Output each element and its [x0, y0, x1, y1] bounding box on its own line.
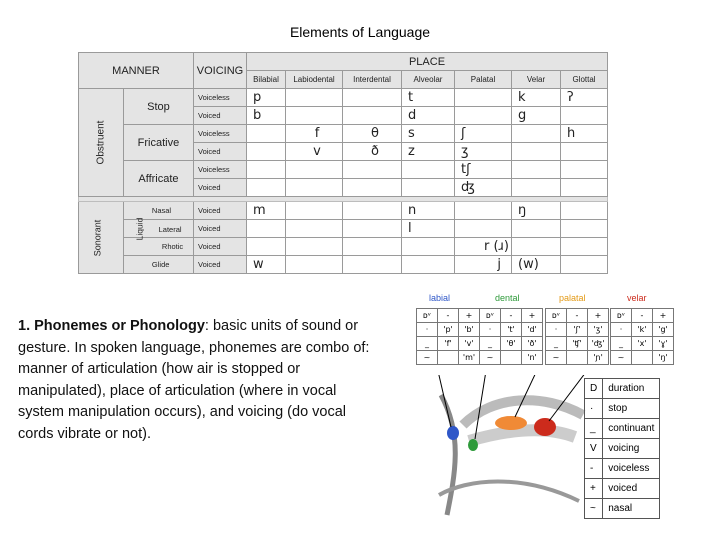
palatal-marker: [495, 416, 527, 430]
phoneme-cell: ʒ: [455, 143, 512, 161]
voicing-label: Voiced: [194, 143, 247, 161]
labial-cell: 'b': [459, 323, 480, 337]
place-header: PLACE: [247, 53, 608, 71]
phoneme-cell: v: [286, 143, 343, 161]
voicing-label: Voiced: [194, 220, 247, 238]
phoneme-cell: z: [402, 143, 455, 161]
palatal-cell: 'ʧ': [567, 337, 588, 351]
phoneme-cell: ð: [343, 143, 402, 161]
place-bilabial: Bilabial: [247, 71, 286, 89]
phoneme-cell: w: [247, 256, 286, 274]
phoneme-cell: (w): [512, 256, 561, 274]
legend-text: continuant: [603, 419, 660, 439]
legend-symbol: V: [585, 439, 603, 459]
place-palatal: Palatal: [455, 71, 512, 89]
phoneme-cell: s: [402, 125, 455, 143]
legend-table: [584, 378, 660, 519]
velar-cell: 'k': [632, 323, 653, 337]
obstruent-label: Obstruent: [79, 89, 124, 197]
page-title: Elements of Language: [289, 24, 431, 40]
place-labiodental: Labiodental: [286, 71, 343, 89]
dental-cell: 't': [501, 323, 522, 337]
phoneme-cell: g: [512, 107, 561, 125]
phoneme-cell: ʤ: [455, 179, 512, 197]
voicing-label: Voiceless: [194, 161, 247, 179]
legend-symbol: D: [585, 379, 603, 399]
velar-cell: 'ɣ': [653, 337, 674, 351]
dental-cell: 'θ': [501, 337, 522, 351]
velar-cell: 'g': [653, 323, 674, 337]
phoneme-cell: m: [247, 202, 286, 220]
phoneme-cell: h: [561, 125, 608, 143]
palatal-cell: 'ʃ': [567, 323, 588, 337]
phoneme-cell: k: [512, 89, 561, 107]
legend-symbol: ~: [585, 499, 603, 519]
voicing-label: Voiced: [194, 238, 247, 256]
labial-cell: 'p': [438, 323, 459, 337]
legend-text: stop: [603, 399, 660, 419]
dental-cell: 'd': [522, 323, 543, 337]
vocal-tract-drawing: [403, 375, 593, 535]
manner-lateral: Liquid Lateral: [123, 220, 193, 238]
legend-symbol: _: [585, 419, 603, 439]
label-palatal: palatal: [559, 293, 586, 303]
manner-fricative: Fricative: [123, 125, 193, 161]
labial-cell: 'f': [438, 337, 459, 351]
phoneme-cell: ŋ: [512, 202, 561, 220]
legend-text: duration: [603, 379, 660, 399]
palatal-cell: 'ɲ': [588, 351, 609, 365]
phoneme-cell: ʔ: [561, 89, 608, 107]
palatal-cell: 'ʤ': [588, 337, 609, 351]
labial-cell: 'm': [459, 351, 480, 365]
voicing-label: Voiceless: [194, 125, 247, 143]
label-labial: labial: [429, 293, 451, 303]
legend-text: voiced: [603, 479, 660, 499]
legend-text: voiceless: [603, 459, 660, 479]
liquid-label: Liquid: [134, 217, 145, 240]
place-alveolar: Alveolar: [402, 71, 455, 89]
labial-table: ᴅᵛ - + · 'p' 'b' _ 'f' 'v' ~ 'm': [416, 308, 480, 365]
phoneme-cell: f: [286, 125, 343, 143]
manner-rhotic: Rhotic: [123, 238, 193, 256]
label-dental: dental: [495, 293, 520, 303]
velar-cell: 'x': [632, 337, 653, 351]
place-glottal: Glottal: [561, 71, 608, 89]
phonemes-paragraph: [18, 316, 370, 445]
manner-glide: Glide: [123, 256, 193, 274]
labial-marker: [447, 426, 459, 440]
palatal-cell: 'ʒ': [588, 323, 609, 337]
consonant-chart: [78, 52, 608, 274]
phoneme-cell: tʃ: [455, 161, 512, 179]
voicing-label: Voiced: [194, 107, 247, 125]
dental-cell: 'ð': [522, 337, 543, 351]
legend-text: nasal: [603, 499, 660, 519]
phonemes-term: 1. Phonemes or Phonology: [18, 318, 205, 334]
phoneme-cell: θ: [343, 125, 402, 143]
voicing-label: Voiced: [194, 256, 247, 274]
manner-nasal: Nasal: [123, 202, 193, 220]
place-velar: Velar: [512, 71, 561, 89]
dental-cell: 'n': [522, 351, 543, 365]
legend-symbol: +: [585, 479, 603, 499]
velar-marker: [534, 418, 556, 436]
dental-table: ᴅᵛ - + · 't' 'd' _ 'θ' 'ð' ~ 'n': [479, 308, 543, 365]
legend-text: voicing: [603, 439, 660, 459]
phoneme-cell: t: [402, 89, 455, 107]
velar-table: ᴅᵛ - + · 'k' 'g' _ 'x' 'ɣ' ~ 'ŋ': [610, 308, 674, 365]
voicing-header: VOICING: [194, 53, 247, 89]
voicing-label: Voiced: [194, 202, 247, 220]
dental-marker: [468, 439, 478, 451]
labial-cell: 'v': [459, 337, 480, 351]
phoneme-cell: p: [247, 89, 286, 107]
phoneme-cell: d: [402, 107, 455, 125]
velar-cell: 'ŋ': [653, 351, 674, 365]
manner-affricate: Affricate: [123, 161, 193, 197]
legend-symbol: -: [585, 459, 603, 479]
phoneme-cell: r (ɹ): [455, 238, 512, 256]
manner-header: MANNER: [79, 53, 194, 89]
voicing-label: Voiceless: [194, 89, 247, 107]
phoneme-cell: ʃ: [455, 125, 512, 143]
palatal-table: ᴅᵛ - + · 'ʃ' 'ʒ' _ 'ʧ' 'ʤ' ~ 'ɲ': [545, 308, 609, 365]
sonorant-label: Sonorant: [79, 202, 124, 274]
phoneme-cell: j: [455, 256, 512, 274]
label-velar: velar: [627, 293, 647, 303]
phoneme-cell: n: [402, 202, 455, 220]
phonemes-definition: : basic units of sound or gesture. In spoken language, phonemes are combo of: manner of articulation (how air is stopped or manipulated), place of articulation (where in vocal system manipulation occurs), and voicing (do vocal cords vibrate or not).: [18, 318, 370, 442]
legend-symbol: ·: [585, 399, 603, 419]
place-interdental: Interdental: [343, 71, 402, 89]
phoneme-cell: l: [402, 220, 455, 238]
manner-stop: Stop: [123, 89, 193, 125]
voicing-label: Voiced: [194, 179, 247, 197]
phoneme-cell: b: [247, 107, 286, 125]
